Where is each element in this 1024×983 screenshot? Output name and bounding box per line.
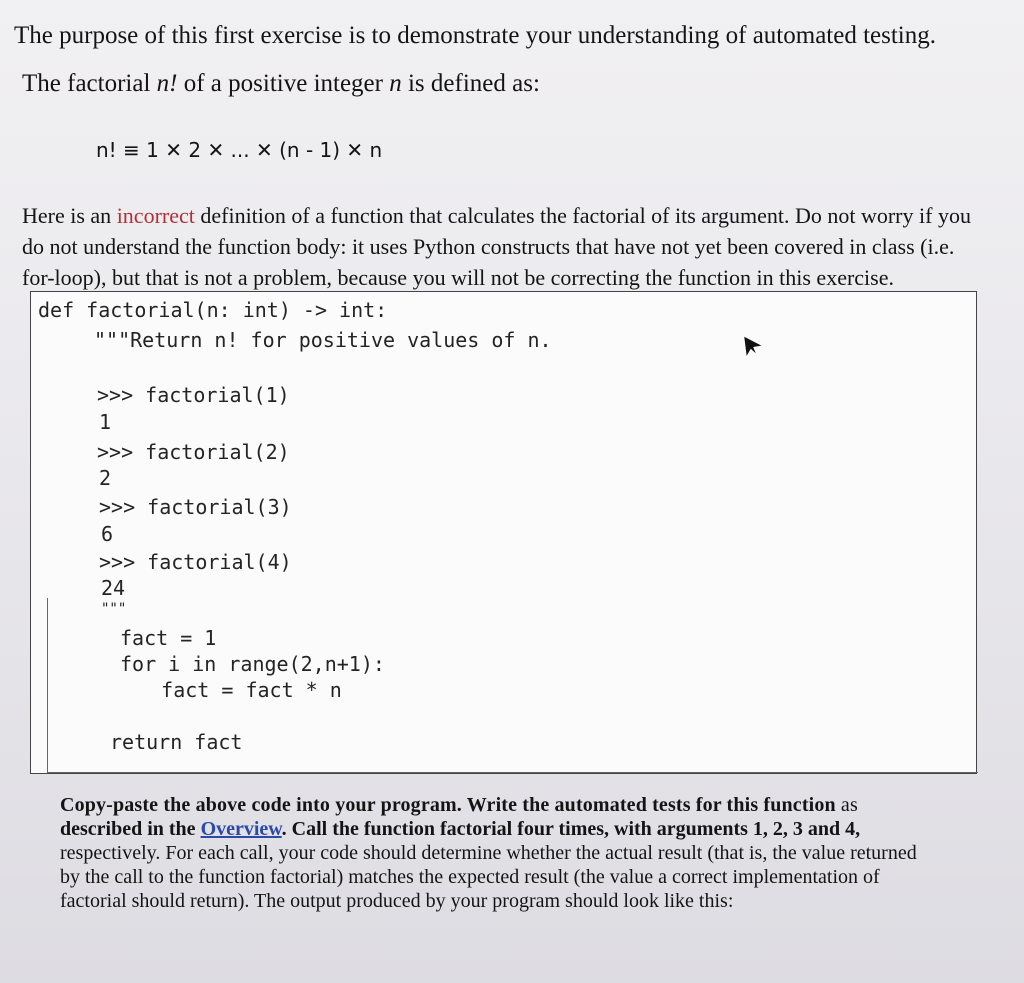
intro-prefix: The factorial — [22, 70, 157, 97]
code-body-line: fact = fact * n — [113, 678, 342, 702]
code-body-line: fact = 1 — [120, 626, 217, 650]
intro-middle: of a positive integer — [177, 70, 390, 97]
docstring-end: """ — [101, 601, 127, 617]
doctest-result: 6 — [101, 522, 114, 546]
doctest-result: 2 — [99, 466, 112, 490]
incorrect-word: incorrect — [116, 203, 195, 228]
instructions-line-1 — [60, 793, 975, 817]
description-line-3: for-loop), but that is not a problem, because you will not be correcting the function in this exercise. — [22, 265, 894, 290]
factorial-formula: n! ≡ 1 ✕ 2 ✕ ... ✕ (n - 1) ✕ n — [96, 138, 383, 162]
instructions-as: as — [835, 794, 858, 816]
instructions-bold: Copy-paste the above code into your program. Write the automated tests for this function — [60, 794, 836, 816]
code-docstring: """Return n! for positive values of n. — [94, 328, 552, 352]
doctest-call: >>> factorial(2) — [97, 440, 290, 464]
code-body-line: for i in range(2,n+1): — [120, 652, 385, 676]
description-suffix: definition of a function that calculates the factorial of its argument. Do not worry if you — [194, 203, 971, 228]
instructions-line2-suffix: . Call the function factorial four times, with arguments 1, 2, 3 and 4, — [281, 818, 861, 840]
description-prefix: Here is an — [22, 203, 117, 228]
doctest-call: >>> factorial(1) — [97, 383, 290, 407]
instructions-line-4: by the call to the function factorial) matches the expected result (the value a correct implementation of — [60, 866, 880, 888]
description-line-2: do not understand the function body: it uses Python constructs that have not yet been covered in class (i.e. — [22, 234, 955, 259]
instructions-line-3: respectively. For each call, your code should determine whether the actual result (that is, the value returned — [60, 842, 917, 864]
description-line-1 — [22, 200, 1012, 231]
mouse-cursor-icon — [738, 333, 762, 357]
instructions-line-2 — [60, 817, 975, 841]
instructions-line2-prefix: described in the — [60, 818, 201, 840]
code-signature: def factorial(n: int) -> int: — [38, 298, 388, 322]
doctest-call: >>> factorial(4) — [99, 550, 292, 574]
overview-link[interactable]: Overview — [200, 818, 282, 840]
factorial-definition-intro — [22, 70, 540, 98]
doctest-result: 24 — [101, 576, 126, 600]
code-return-line: return fact — [110, 730, 243, 754]
intro-n: n — [389, 70, 402, 97]
exercise-heading: The purpose of this first exercise is to demonstrate your understanding of automated testing. — [14, 22, 936, 49]
intro-suffix: is defined as: — [401, 70, 540, 97]
intro-n-bang: n! — [156, 70, 178, 97]
doctest-call: >>> factorial(3) — [99, 495, 292, 519]
doctest-result: 1 — [99, 410, 112, 434]
instructions-line-5: factorial should return). The output produced by your program should look like this: — [60, 890, 734, 912]
